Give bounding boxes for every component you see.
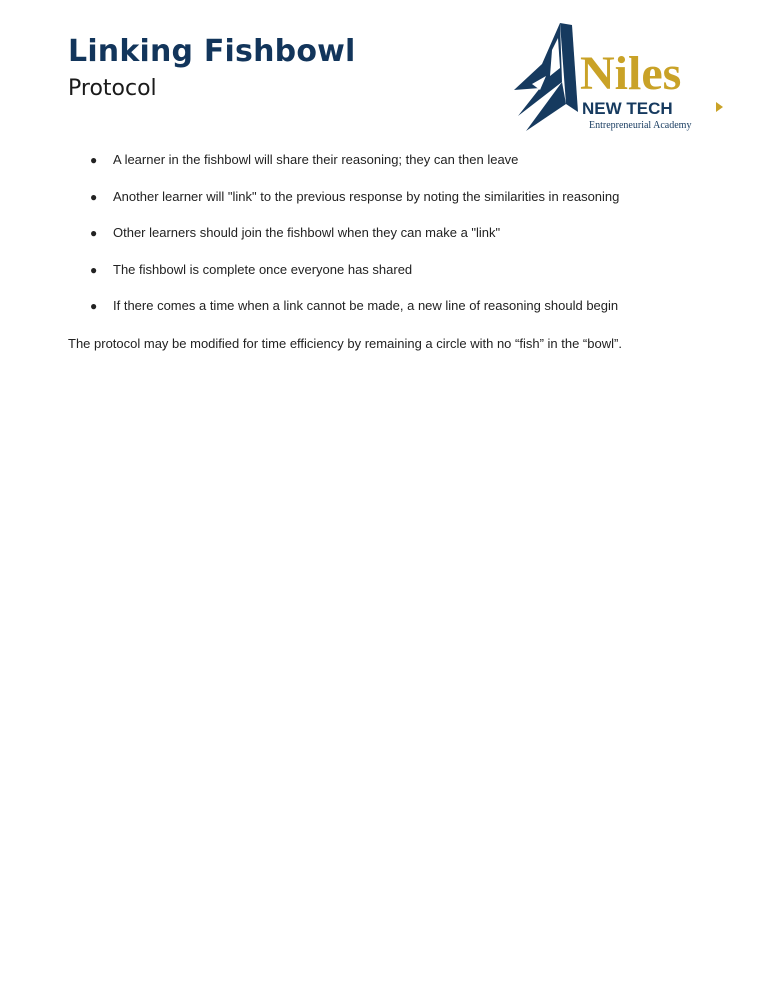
list-item-text: The fishbowl is complete once everyone has shared <box>113 261 413 277</box>
list-item <box>68 296 728 333</box>
bullet-icon: ● <box>90 226 98 240</box>
logo-tagline: Entrepreneurial Academy <box>589 120 692 131</box>
logo-wordmark: Niles <box>580 47 682 100</box>
bullet-icon: ● <box>90 189 98 204</box>
list-item <box>68 260 728 297</box>
list-item-text: Other learners should join the fishbowl when they can make a "link" <box>113 225 501 240</box>
niles-new-tech-logo <box>500 20 728 134</box>
list-item <box>68 150 728 187</box>
closing-paragraph: The protocol may be modified for time efficiency by remaining a circle with no “fish” in the “bowl”. <box>68 336 622 351</box>
list-item <box>68 223 728 260</box>
bullet-icon: ● <box>90 262 98 277</box>
list-item-text: Another learner will "link" to the previous response by noting the similarities in reasoning <box>113 188 620 204</box>
list-item <box>68 187 728 224</box>
bullet-icon: ● <box>90 299 98 313</box>
arrow-right-icon <box>716 102 723 112</box>
sail-mark-icon <box>514 23 578 131</box>
page-subtitle: Protocol <box>68 76 157 101</box>
bullet-icon: ● <box>90 153 98 167</box>
logo-subtext: NEW TECH <box>582 99 673 118</box>
list-item-text: A learner in the fishbowl will share their reasoning; they can then leave <box>113 152 519 167</box>
list-item-text: If there comes a time when a link cannot be made, a new line of reasoning should begin <box>113 298 619 313</box>
protocol-list <box>68 150 728 333</box>
page-title: Linking Fishbowl <box>68 34 356 69</box>
